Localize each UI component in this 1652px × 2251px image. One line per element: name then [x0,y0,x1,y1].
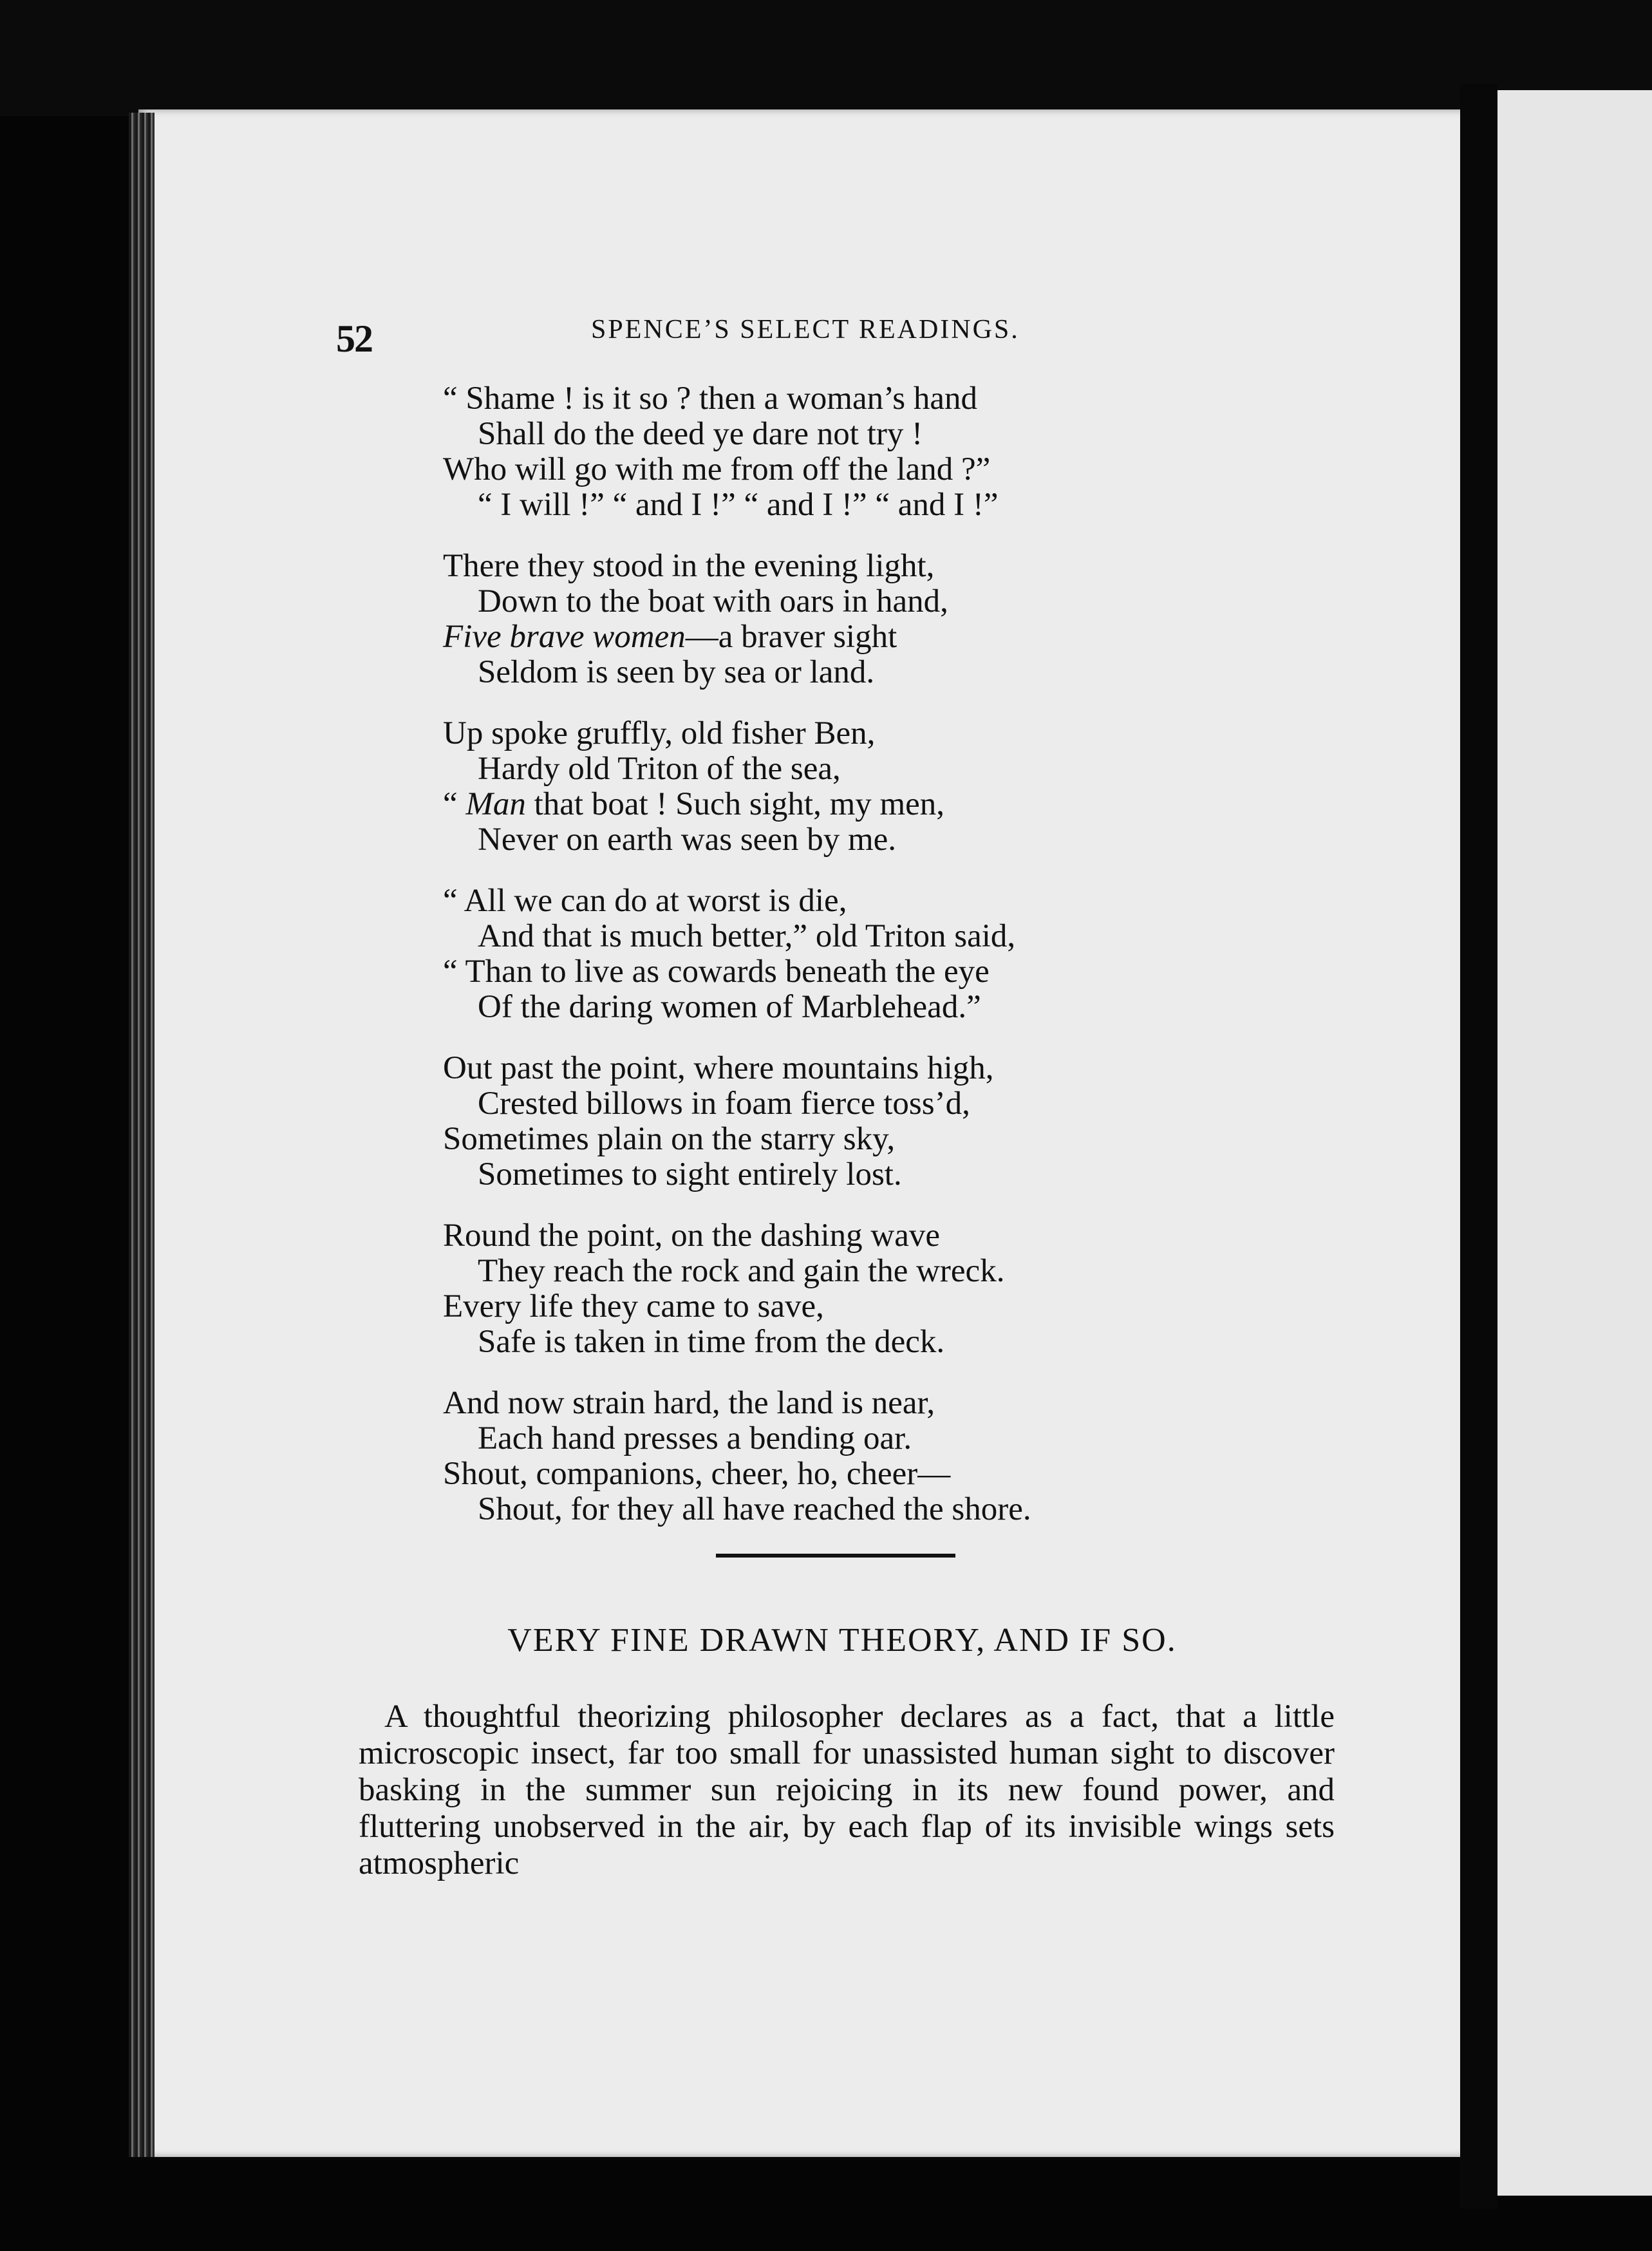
poem-line: Hardy old Triton of the sea, [478,751,841,787]
opening-quote: “ [443,786,458,822]
poem [443,381,1248,1553]
section-divider-rule [716,1554,955,1558]
stanza-2 [443,549,1248,690]
poem-line: Every life they came to save, [443,1288,824,1324]
poem-line: Safe is taken in time from the deck. [478,1324,945,1360]
poem-line: Up spoke gruffly, old fisher Ben, [443,715,876,751]
poem-line: Down to the boat with oars in hand, [478,583,948,619]
poem-line: Sometimes plain on the starry sky, [443,1121,896,1157]
poem-line: There they stood in the evening light, [443,548,935,584]
line-remainder: —a braver sight [685,619,897,655]
poem-line: They reach the rock and gain the wreck. [478,1253,1005,1289]
line-remainder: that boat ! Such sight, my men, [525,786,945,822]
poem-line: Shout, companions, cheer, ho, cheer— [443,1456,951,1492]
poem-line: Crested billows in foam fierce toss’d, [478,1086,970,1122]
poem-line: Never on earth was seen by me. [478,822,897,858]
poem-line: Shall do the deed ye dare not try ! [478,416,923,452]
poem-line: Out past the point, where mountains high, [443,1050,994,1086]
running-head: SPENCE’S SELECT READINGS. [591,315,1020,344]
poem-line: “ Than to live as cowards beneath the eye [443,954,990,990]
poem-line: Round the point, on the dashing wave [443,1218,940,1254]
poem-line: Sometimes to sight entirely lost. [478,1156,902,1192]
italic-phrase: Five brave women [443,619,686,655]
poem-line: And now strain hard, the land is near, [443,1385,935,1421]
poem-line [443,787,1248,822]
stanza-1 [443,381,1248,523]
poem-line: “ All we can do at worst is die, [443,883,847,919]
poem-line: Seldom is seen by sea or land. [478,654,875,690]
stanza-6 [443,1218,1248,1360]
stanza-5 [443,1051,1248,1192]
stanza-7 [443,1386,1248,1527]
poem-line: Each hand presses a bending oar. [478,1420,912,1456]
poem-line: Of the daring women of Marblehead.” [478,989,981,1025]
italic-word: Man [465,786,526,822]
page-number: 52 [336,317,372,360]
section-paragraph: A thoughtful theorizing philosopher declares as a fact, that a little microscopic insect, far too small for unassisted human sight to discover basking in the summer sun rejoicing in its new found power, and fluttering unobserved in the air, by each flap of its invisible wings sets atmospheric [359,1699,1335,1881]
poem-line [443,619,1248,655]
stanza-3 [443,716,1248,858]
section-title: VERY FINE DRAWN THEORY, AND IF SO. [507,1622,1177,1659]
stanza-4 [443,883,1248,1025]
poem-line: And that is much better,” old Triton said, [478,918,1016,954]
poem-line: “ Shame ! is it so ? then a woman’s hand [443,381,977,417]
poem-line: “ I will !” “ and I !” “ and I !” “ and I !” [478,487,999,523]
poem-line: Shout, for they all have reached the shore. [478,1491,1031,1527]
poem-line: Who will go with me from off the land ?” [443,451,991,487]
